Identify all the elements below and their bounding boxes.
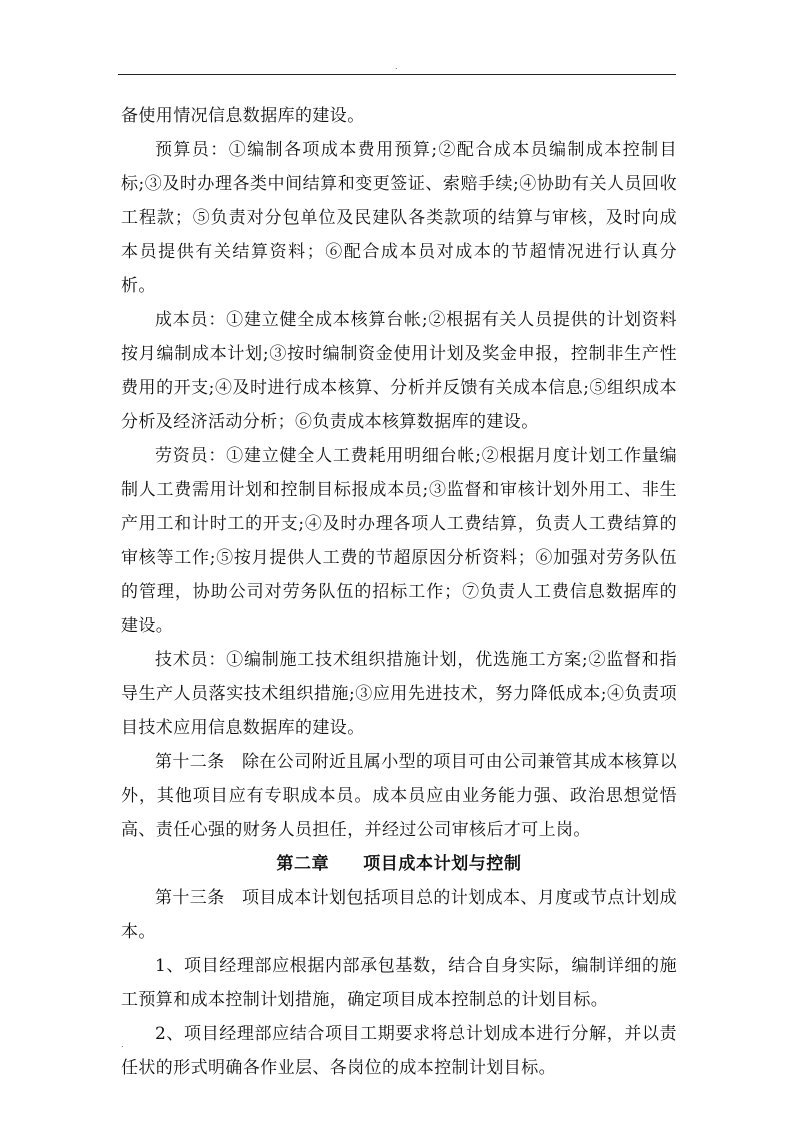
paragraph-labor-clerk: 劳资员：①建立健全人工费耗用明细台帐;②根据月度计划工作量编制人工费需用计划和控制目标报成本员;③监督和审核计划外用工、非生产用工和计时工的开支;④及时办理各项人工费结算，负责人工费结算的审核等工作;⑤按月提供人工费的节超原因分析资料；⑥加强对劳务队伍的管理，协助公司对劳务队伍的招标工作；⑦负责人工费信息数据库的建设。 (121, 446, 677, 636)
paragraph-article-13: 第十三条 项目成本计划包括项目总的计划成本、月度或节点计划成本。 (121, 888, 677, 942)
chapter-title: 项目成本计划与控制 (363, 854, 522, 874)
paragraph-cost-clerk: 成本员：①建立健全成本核算台帐;②根据有关人员提供的计划资料按月编制成本计划;③按时编制资金使用计划及奖金申报，控制非生产性费用的开支;④及时进行成本核算、分析并反馈有关成本信息;⑤组织成本分析及经济活动分析；⑥负责成本核算数据库的建设。 (121, 310, 677, 432)
paragraph-budget-clerk: 预算员：①编制各项成本费用预算;②配合成本员编制成本控制目标;③及时办理各类中间结算和变更签证、索赔手续;④协助有关人员回收工程款；⑤负责对分包单位及民建队各类款项的结算与审核，及时向成本员提供有关结算资料；⑥配合成本员对成本的节超情况进行认真分析。 (121, 140, 677, 296)
paragraph-item-1: 1、项目经理部应根据内部承包基数，结合自身实际，编制详细的施工预算和成本控制计划措施，确定项目成本控制总的计划目标。 (121, 956, 677, 1010)
header-mark: . (395, 62, 398, 71)
paragraph: 备使用情况信息数据库的建设。 (121, 106, 365, 126)
chapter-number: 第二章 (276, 854, 330, 874)
paragraph-article-12: 第十二条 除在公司附近且属小型的项目可由公司兼管其成本核算以外，其他项目应有专职成本员。成本员应由业务能力强、政治思想觉悟高、责任心强的财务人员担任，并经过公司审核后才可上岗。 (121, 752, 677, 840)
footer-mark: . (121, 1040, 124, 1049)
document-body (121, 99, 677, 1085)
chapter-heading (121, 847, 677, 881)
header-rule (118, 74, 676, 75)
paragraph-technician: 技术员：①编制施工技术组织措施计划，优选施工方案;②监督和指导生产人员落实技术组织措施;③应用先进技术，努力降低成本;④负责项目技术应用信息数据库的建设。 (121, 650, 677, 738)
paragraph-item-2: 2、项目经理部应结合项目工期要求将总计划成本进行分解，并以责任状的形式明确各作业层、各岗位的成本控制计划目标。 (121, 1024, 677, 1078)
